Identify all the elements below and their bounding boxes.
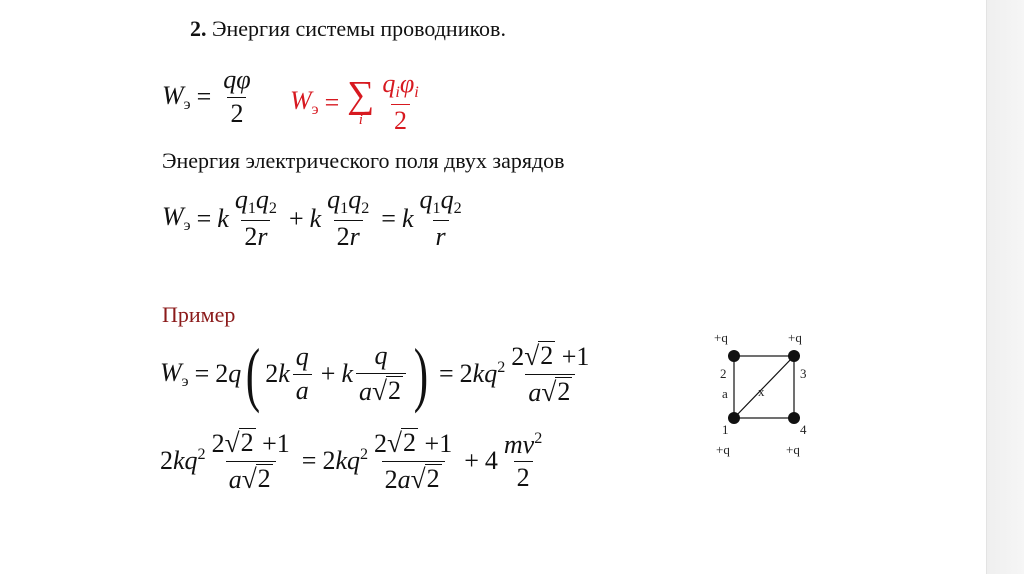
example-label: Пример bbox=[162, 302, 236, 327]
charge-label-bottom-right: +q bbox=[786, 442, 800, 457]
section-title: Энергия системы проводников. bbox=[212, 16, 506, 41]
charge-dot-3 bbox=[788, 350, 800, 362]
charge-dot-2 bbox=[728, 350, 740, 362]
section-number: 2. bbox=[190, 16, 207, 41]
corner-number-4: 4 bbox=[800, 422, 807, 437]
side-length-label: a bbox=[722, 386, 728, 401]
corner-number-1: 1 bbox=[722, 422, 729, 437]
charge-label-bottom-left: +q bbox=[716, 442, 730, 457]
formula-example-energy: $W_э$ = 2q ( 2k $\frac{q}{a}$ + k q a √ 2 ) = $2kq^2$ 2 √ 2 +1 a √ 2 bbox=[160, 334, 590, 414]
charge-square-diagram bbox=[700, 322, 830, 462]
corner-number-3: 3 bbox=[800, 366, 807, 381]
charge-label-top-left: +q bbox=[714, 330, 728, 345]
formula-energy-conservation: $2kq^2$ 2 √ 2 +1 a √ 2 = $2kq^2$ 2 √ 2 +1 2a √ 2 + 4 $\frac{mv^2}{2}$ bbox=[160, 428, 543, 494]
formula-single-conductor: $W_э$ = $\frac{q\varphi}{2}$ bbox=[162, 65, 251, 128]
charge-dot-1 bbox=[728, 412, 740, 424]
formula-two-charges: $W_э$ = k $\frac{q_1q_2}{2r}$ + k $\frac{q_1q_2}{2r}$ = k $\frac{q_1q_2}{r}$ bbox=[162, 185, 462, 251]
section-heading bbox=[190, 16, 506, 42]
diagonal-label: x bbox=[758, 384, 765, 399]
charge-label-top-right: +q bbox=[788, 330, 802, 345]
two-charges-text: Энергия электрического поля двух зарядов bbox=[162, 148, 565, 173]
formula-sum-conductors: $W_э$ = ∑ i $\frac{q_i\varphi_i}{2}$ bbox=[290, 69, 419, 135]
right-edge-panel bbox=[986, 0, 1024, 574]
corner-number-2: 2 bbox=[720, 366, 727, 381]
charge-dot-4 bbox=[788, 412, 800, 424]
